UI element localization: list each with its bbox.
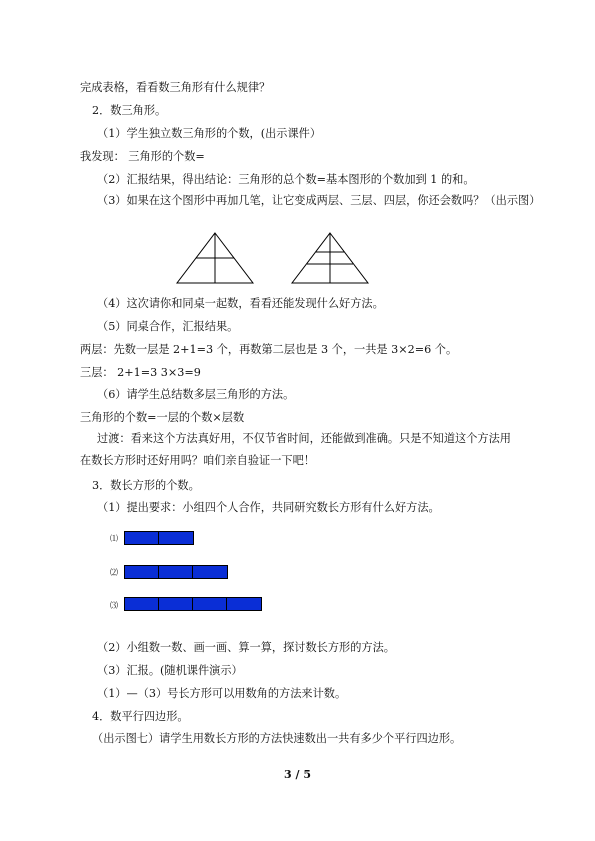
rectangle-bar-3: [124, 597, 262, 611]
rectangle-cell: [159, 532, 193, 544]
text-paragraph: 过渡：看来这个方法真好用，不仅节省时间，还能做到准确。只是不知道这个方法用在数长方形时还好用吗？咱们亲自验证一下吧！: [80, 432, 511, 467]
section-heading: 3．数长方形的个数。: [92, 479, 200, 492]
text-line: （2）小组数一数、画一画、算一算，探讨数长方形的方法。: [97, 641, 395, 654]
rectangle-cell: [125, 532, 159, 544]
rectangle-cell: [193, 598, 227, 610]
text-line: （出示图七）请学生用数长方形的方法快速数出一共有多少个平行四边形。: [92, 732, 462, 745]
rect-label-2: ⑵: [110, 568, 118, 577]
rectangle-cell: [125, 598, 159, 610]
text-line: 我发现： 三角形的个数=: [80, 150, 205, 163]
rect-label-1: ⑴: [110, 534, 118, 543]
rectangle-cell: [159, 566, 193, 578]
triangle-diagram-two-layers: [175, 232, 255, 284]
text-line: 两层：先数一层是 2+1=3 个，再数第二层也是 3 个，一共是 3×2=6 个。: [80, 343, 458, 356]
text-line: （4）这次请你和同桌一起数，看看还能发现什么好方法。: [97, 297, 384, 310]
text-line: （6）请学生总结数多层三角形的方法。: [97, 388, 295, 401]
rectangle-cell: [227, 598, 261, 610]
rectangle-cell: [125, 566, 159, 578]
text-line: （1）—（3）号长方形可以用数角的方法来计数。: [97, 687, 347, 700]
rectangle-cell: [159, 598, 193, 610]
text-line: 完成表格，看看数三角形有什么规律？: [80, 81, 271, 94]
section-heading: 2．数三角形。: [92, 104, 167, 117]
rectangle-bar-1: [124, 531, 194, 545]
text-line: （3）汇报。(随机课件演示）: [97, 664, 243, 677]
text-line: （1）学生独立数三角形的个数，(出示课件）: [97, 127, 322, 140]
section-heading: 4．数平行四边形。: [92, 710, 189, 723]
text-line: （5）同桌合作，汇报结果。: [97, 320, 239, 333]
text-line: （1）提出要求：小组四个人合作，共同研究数长方形有什么好方法。: [97, 501, 440, 514]
rectangle-cell: [193, 566, 227, 578]
triangle-diagram-three-layers: [290, 232, 370, 284]
rect-label-3: ⑶: [110, 601, 118, 610]
text-line: 三层： 2+1=3 3×3=9: [80, 366, 201, 379]
page-number: 3 / 5: [284, 768, 311, 781]
rectangle-bar-2: [124, 565, 228, 579]
text-paragraph: （3）如果在这个图形中再加几笔，让它变成两层、三层、四层，你还会数吗？（出示图）: [97, 194, 541, 207]
text-line: 三角形的个数=一层的个数×层数: [80, 411, 245, 424]
text-line: （2）汇报结果，得出结论：三角形的总个数=基本图形的个数加到 1 的和。: [97, 173, 475, 186]
